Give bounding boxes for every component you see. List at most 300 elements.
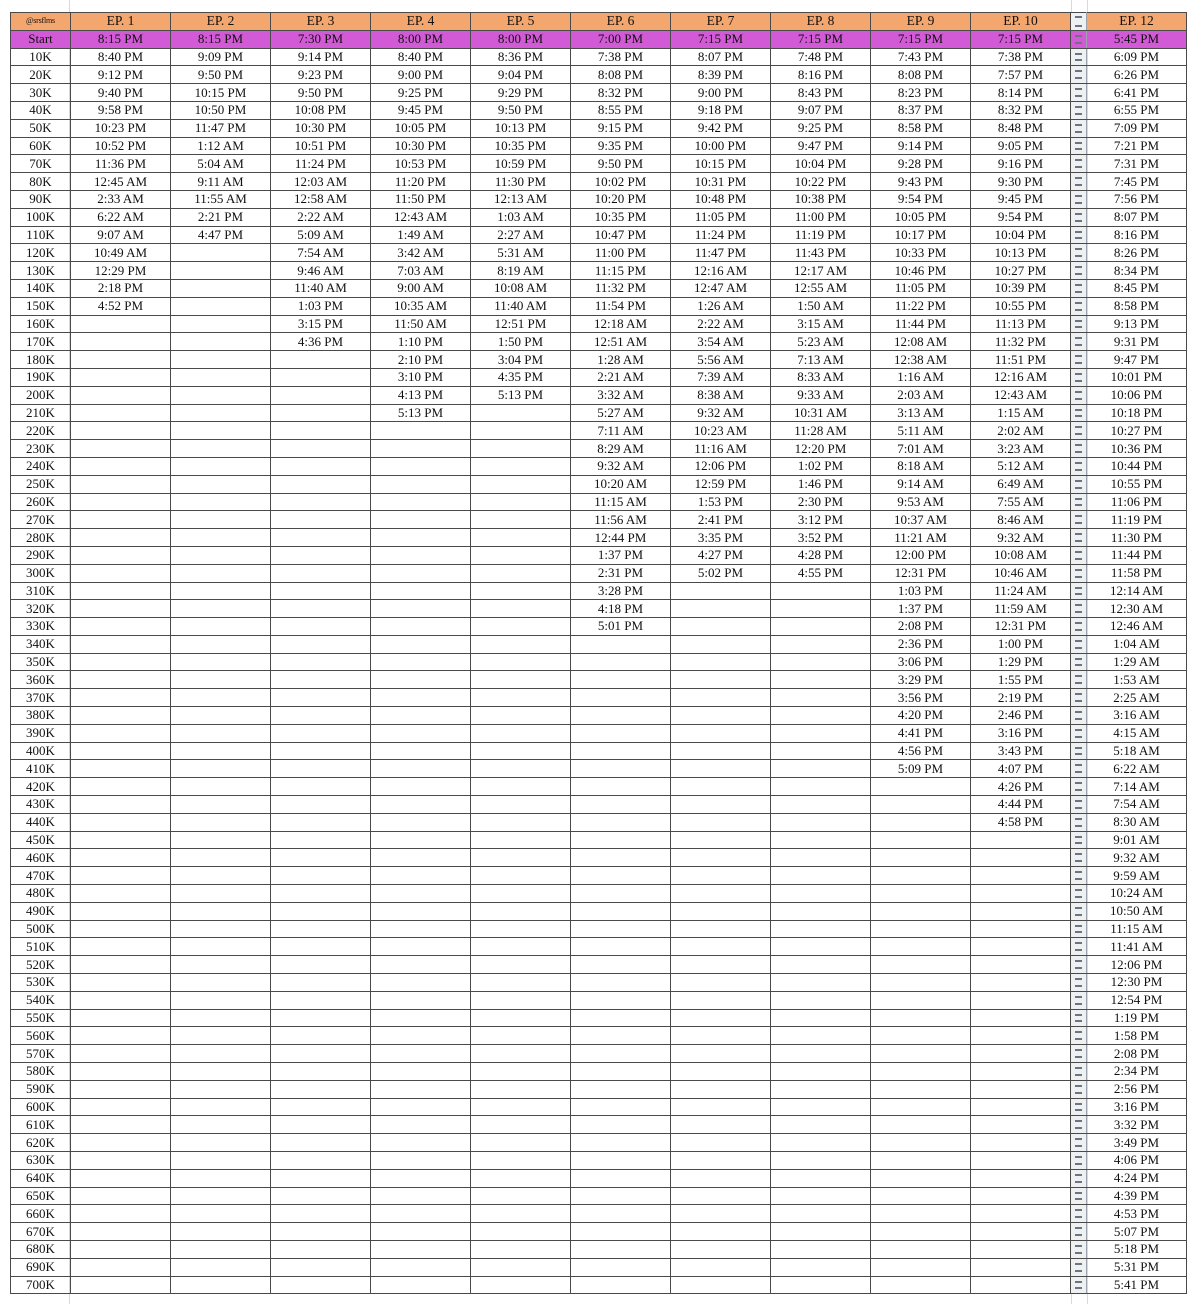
empty-cell[interactable] — [171, 707, 271, 725]
hidden-columns-handle[interactable] — [1071, 600, 1087, 618]
hidden-columns-handle[interactable] — [1071, 190, 1087, 208]
time-cell[interactable]: 10:35 AM — [371, 297, 471, 315]
empty-cell[interactable] — [171, 475, 271, 493]
time-cell[interactable]: 10:52 PM — [71, 137, 171, 155]
empty-cell[interactable] — [471, 600, 571, 618]
time-cell[interactable]: 1:46 PM — [771, 475, 871, 493]
time-cell[interactable]: 4:35 PM — [471, 368, 571, 386]
time-cell[interactable]: 11:19 PM — [771, 226, 871, 244]
time-cell[interactable]: 9:35 PM — [571, 137, 671, 155]
time-cell[interactable]: 8:34 PM — [1087, 262, 1187, 280]
time-cell[interactable]: 7:54 AM — [1087, 796, 1187, 814]
hidden-columns-handle[interactable] — [1071, 974, 1087, 992]
empty-cell[interactable] — [971, 849, 1071, 867]
hidden-columns-handle[interactable] — [1071, 653, 1087, 671]
empty-cell[interactable] — [871, 867, 971, 885]
milestone-label-cell[interactable]: 560K — [11, 1027, 71, 1045]
milestone-label-cell[interactable]: 270K — [11, 511, 71, 529]
milestone-label-cell[interactable]: 10K — [11, 48, 71, 66]
empty-cell[interactable] — [771, 1187, 871, 1205]
time-cell[interactable]: 8:08 PM — [871, 66, 971, 84]
milestone-label-cell[interactable]: 600K — [11, 1098, 71, 1116]
empty-cell[interactable] — [171, 1240, 271, 1258]
empty-cell[interactable] — [171, 457, 271, 475]
empty-cell[interactable] — [371, 493, 471, 511]
empty-cell[interactable] — [571, 1152, 671, 1170]
time-cell[interactable]: 10:44 PM — [1087, 457, 1187, 475]
empty-cell[interactable] — [871, 1098, 971, 1116]
time-cell[interactable]: 8:38 AM — [671, 386, 771, 404]
empty-cell[interactable] — [871, 885, 971, 903]
empty-cell[interactable] — [971, 1063, 1071, 1081]
time-cell[interactable]: 10:08 AM — [471, 279, 571, 297]
empty-cell[interactable] — [271, 991, 371, 1009]
empty-cell[interactable] — [171, 885, 271, 903]
milestone-label-cell[interactable]: 630K — [11, 1152, 71, 1170]
time-cell[interactable]: 11:16 AM — [671, 440, 771, 458]
time-cell[interactable]: 9:54 PM — [871, 190, 971, 208]
time-cell[interactable]: 6:22 AM — [1087, 760, 1187, 778]
empty-cell[interactable] — [271, 1116, 371, 1134]
time-cell[interactable]: 4:53 PM — [1087, 1205, 1187, 1223]
empty-cell[interactable] — [171, 1116, 271, 1134]
time-cell[interactable]: 3:42 AM — [371, 244, 471, 262]
time-cell[interactable]: 12:55 AM — [771, 279, 871, 297]
empty-cell[interactable] — [671, 1116, 771, 1134]
empty-cell[interactable] — [371, 938, 471, 956]
time-cell[interactable]: 11:15 AM — [571, 493, 671, 511]
empty-cell[interactable] — [871, 1169, 971, 1187]
empty-cell[interactable] — [871, 813, 971, 831]
empty-cell[interactable] — [271, 386, 371, 404]
time-cell[interactable]: 8:26 PM — [1087, 244, 1187, 262]
empty-cell[interactable] — [971, 920, 1071, 938]
empty-cell[interactable] — [571, 1240, 671, 1258]
time-cell[interactable]: 10:27 PM — [971, 262, 1071, 280]
time-cell[interactable]: 1:03 PM — [871, 582, 971, 600]
time-cell[interactable]: 4:15 AM — [1087, 724, 1187, 742]
milestone-label-cell[interactable]: 420K — [11, 778, 71, 796]
empty-cell[interactable] — [971, 1187, 1071, 1205]
empty-cell[interactable] — [571, 796, 671, 814]
milestone-label-cell[interactable]: 30K — [11, 84, 71, 102]
empty-cell[interactable] — [71, 938, 171, 956]
hidden-columns-handle[interactable] — [1071, 137, 1087, 155]
milestone-label-cell[interactable]: 520K — [11, 956, 71, 974]
hidden-columns-handle[interactable] — [1071, 262, 1087, 280]
time-cell[interactable]: 1:50 PM — [471, 333, 571, 351]
empty-cell[interactable] — [571, 1258, 671, 1276]
time-cell[interactable]: 12:46 AM — [1087, 618, 1187, 636]
empty-cell[interactable] — [371, 991, 471, 1009]
empty-cell[interactable] — [671, 707, 771, 725]
empty-cell[interactable] — [171, 1187, 271, 1205]
empty-cell[interactable] — [571, 653, 671, 671]
milestone-label-cell[interactable]: 170K — [11, 333, 71, 351]
time-cell[interactable]: 11:59 AM — [971, 600, 1071, 618]
time-cell[interactable]: 4:39 PM — [1087, 1187, 1187, 1205]
time-cell[interactable]: 12:06 PM — [1087, 956, 1187, 974]
time-cell[interactable]: 12:17 AM — [771, 262, 871, 280]
empty-cell[interactable] — [671, 991, 771, 1009]
empty-cell[interactable] — [371, 778, 471, 796]
empty-cell[interactable] — [671, 902, 771, 920]
empty-cell[interactable] — [771, 618, 871, 636]
empty-cell[interactable] — [671, 653, 771, 671]
empty-cell[interactable] — [871, 1223, 971, 1241]
empty-cell[interactable] — [171, 440, 271, 458]
empty-cell[interactable] — [171, 1205, 271, 1223]
empty-cell[interactable] — [171, 368, 271, 386]
time-cell[interactable]: 9:05 PM — [971, 137, 1071, 155]
empty-cell[interactable] — [471, 1045, 571, 1063]
time-cell[interactable]: 7:14 AM — [1087, 778, 1187, 796]
time-cell[interactable]: 7:38 PM — [971, 48, 1071, 66]
milestone-label-cell[interactable]: 700K — [11, 1276, 71, 1294]
empty-cell[interactable] — [571, 724, 671, 742]
start-time-cell[interactable]: 8:15 PM — [171, 30, 271, 48]
time-cell[interactable]: 11:24 PM — [671, 226, 771, 244]
hidden-columns-handle[interactable] — [1071, 1063, 1087, 1081]
empty-cell[interactable] — [171, 991, 271, 1009]
empty-cell[interactable] — [371, 564, 471, 582]
empty-cell[interactable] — [471, 1027, 571, 1045]
empty-cell[interactable] — [171, 635, 271, 653]
milestone-label-cell[interactable]: 620K — [11, 1134, 71, 1152]
empty-cell[interactable] — [371, 742, 471, 760]
empty-cell[interactable] — [271, 938, 371, 956]
time-cell[interactable]: 5:02 PM — [671, 564, 771, 582]
empty-cell[interactable] — [71, 974, 171, 992]
empty-cell[interactable] — [271, 671, 371, 689]
milestone-label-cell[interactable]: 450K — [11, 831, 71, 849]
time-cell[interactable]: 1:29 PM — [971, 653, 1071, 671]
time-cell[interactable]: 8:14 PM — [971, 84, 1071, 102]
time-cell[interactable]: 1:16 AM — [871, 368, 971, 386]
empty-cell[interactable] — [671, 1080, 771, 1098]
time-cell[interactable]: 8:39 PM — [671, 66, 771, 84]
time-cell[interactable]: 11:00 PM — [571, 244, 671, 262]
time-cell[interactable]: 2:56 PM — [1087, 1080, 1187, 1098]
empty-cell[interactable] — [71, 1134, 171, 1152]
episode-header-cell[interactable]: EP. 6 — [571, 13, 671, 31]
time-cell[interactable]: 8:58 PM — [871, 119, 971, 137]
hidden-columns-handle[interactable] — [1071, 1080, 1087, 1098]
empty-cell[interactable] — [571, 885, 671, 903]
hidden-columns-handle[interactable] — [1071, 902, 1087, 920]
hidden-columns-handle[interactable] — [1071, 742, 1087, 760]
time-cell[interactable]: 11:22 PM — [871, 297, 971, 315]
empty-cell[interactable] — [571, 1009, 671, 1027]
empty-cell[interactable] — [571, 1027, 671, 1045]
time-cell[interactable]: 5:31 AM — [471, 244, 571, 262]
empty-cell[interactable] — [771, 1205, 871, 1223]
time-cell[interactable]: 7:57 PM — [971, 66, 1071, 84]
milestone-label-cell[interactable]: 680K — [11, 1240, 71, 1258]
time-cell[interactable]: 7:03 AM — [371, 262, 471, 280]
time-cell[interactable]: 6:41 PM — [1087, 84, 1187, 102]
empty-cell[interactable] — [671, 1027, 771, 1045]
time-cell[interactable]: 1:28 AM — [571, 351, 671, 369]
empty-cell[interactable] — [671, 635, 771, 653]
empty-cell[interactable] — [271, 457, 371, 475]
time-cell[interactable]: 11:50 PM — [371, 190, 471, 208]
empty-cell[interactable] — [371, 422, 471, 440]
hidden-columns-handle[interactable] — [1071, 671, 1087, 689]
time-cell[interactable]: 11:13 PM — [971, 315, 1071, 333]
empty-cell[interactable] — [471, 422, 571, 440]
time-cell[interactable]: 11:32 PM — [571, 279, 671, 297]
time-cell[interactable]: 1:26 AM — [671, 297, 771, 315]
empty-cell[interactable] — [771, 1080, 871, 1098]
milestone-label-cell[interactable]: 640K — [11, 1169, 71, 1187]
empty-cell[interactable] — [171, 1276, 271, 1294]
time-cell[interactable]: 12:43 AM — [371, 208, 471, 226]
empty-cell[interactable] — [471, 974, 571, 992]
time-cell[interactable]: 8:48 PM — [971, 119, 1071, 137]
time-cell[interactable]: 11:44 PM — [1087, 546, 1187, 564]
time-cell[interactable]: 11:55 AM — [171, 190, 271, 208]
empty-cell[interactable] — [471, 1009, 571, 1027]
time-cell[interactable]: 10:55 PM — [971, 297, 1071, 315]
empty-cell[interactable] — [471, 831, 571, 849]
empty-cell[interactable] — [371, 1205, 471, 1223]
milestone-label-cell[interactable]: 210K — [11, 404, 71, 422]
empty-cell[interactable] — [171, 297, 271, 315]
empty-cell[interactable] — [371, 1258, 471, 1276]
empty-cell[interactable] — [571, 689, 671, 707]
time-cell[interactable]: 11:47 PM — [671, 244, 771, 262]
time-cell[interactable]: 11:00 PM — [771, 208, 871, 226]
hidden-columns-handle[interactable] — [1071, 707, 1087, 725]
time-cell[interactable]: 10:13 PM — [971, 244, 1071, 262]
empty-cell[interactable] — [671, 1063, 771, 1081]
time-cell[interactable]: 10:30 PM — [371, 137, 471, 155]
empty-cell[interactable] — [571, 1276, 671, 1294]
time-cell[interactable]: 1:58 PM — [1087, 1027, 1187, 1045]
empty-cell[interactable] — [71, 635, 171, 653]
time-cell[interactable]: 10:47 PM — [571, 226, 671, 244]
time-cell[interactable]: 3:13 AM — [871, 404, 971, 422]
empty-cell[interactable] — [171, 333, 271, 351]
episode-header-cell[interactable]: EP. 9 — [871, 13, 971, 31]
hidden-columns-handle[interactable] — [1071, 813, 1087, 831]
time-cell[interactable]: 11:05 PM — [671, 208, 771, 226]
empty-cell[interactable] — [571, 831, 671, 849]
milestone-label-cell[interactable]: 220K — [11, 422, 71, 440]
time-cell[interactable]: 9:12 PM — [71, 66, 171, 84]
time-cell[interactable]: 12:16 AM — [671, 262, 771, 280]
time-cell[interactable]: 2:34 PM — [1087, 1063, 1187, 1081]
start-time-cell[interactable]: 8:00 PM — [371, 30, 471, 48]
time-cell[interactable]: 9:23 PM — [271, 66, 371, 84]
milestone-label-cell[interactable]: 50K — [11, 119, 71, 137]
empty-cell[interactable] — [271, 368, 371, 386]
empty-cell[interactable] — [271, 1009, 371, 1027]
empty-cell[interactable] — [971, 1027, 1071, 1045]
empty-cell[interactable] — [71, 867, 171, 885]
time-cell[interactable]: 4:52 PM — [71, 297, 171, 315]
empty-cell[interactable] — [471, 991, 571, 1009]
time-cell[interactable]: 2:03 AM — [871, 386, 971, 404]
empty-cell[interactable] — [271, 1152, 371, 1170]
hidden-columns-handle[interactable] — [1071, 1009, 1087, 1027]
empty-cell[interactable] — [671, 885, 771, 903]
empty-cell[interactable] — [71, 351, 171, 369]
empty-cell[interactable] — [71, 315, 171, 333]
time-cell[interactable]: 5:56 AM — [671, 351, 771, 369]
empty-cell[interactable] — [971, 1152, 1071, 1170]
empty-cell[interactable] — [271, 1187, 371, 1205]
time-cell[interactable]: 3:16 PM — [971, 724, 1071, 742]
time-cell[interactable]: 9:00 PM — [671, 84, 771, 102]
time-cell[interactable]: 3:43 PM — [971, 742, 1071, 760]
time-cell[interactable]: 12:03 AM — [271, 173, 371, 191]
empty-cell[interactable] — [371, 707, 471, 725]
time-cell[interactable]: 9:47 PM — [1087, 351, 1187, 369]
empty-cell[interactable] — [471, 564, 571, 582]
time-cell[interactable]: 1:53 PM — [671, 493, 771, 511]
empty-cell[interactable] — [71, 653, 171, 671]
time-cell[interactable]: 4:20 PM — [871, 707, 971, 725]
time-cell[interactable]: 12:45 AM — [71, 173, 171, 191]
empty-cell[interactable] — [871, 1063, 971, 1081]
time-cell[interactable]: 4:06 PM — [1087, 1152, 1187, 1170]
empty-cell[interactable] — [771, 582, 871, 600]
empty-cell[interactable] — [671, 1240, 771, 1258]
time-cell[interactable]: 3:15 PM — [271, 315, 371, 333]
hidden-columns-handle[interactable] — [1071, 1152, 1087, 1170]
milestone-label-cell[interactable]: 490K — [11, 902, 71, 920]
episode-header-cell[interactable]: EP. 3 — [271, 13, 371, 31]
empty-cell[interactable] — [471, 938, 571, 956]
empty-cell[interactable] — [71, 404, 171, 422]
time-cell[interactable]: 10:51 PM — [271, 137, 371, 155]
milestone-label-cell[interactable]: 510K — [11, 938, 71, 956]
time-cell[interactable]: 1:12 AM — [171, 137, 271, 155]
time-cell[interactable]: 9:46 AM — [271, 262, 371, 280]
empty-cell[interactable] — [971, 1116, 1071, 1134]
empty-cell[interactable] — [571, 938, 671, 956]
empty-cell[interactable] — [171, 760, 271, 778]
empty-cell[interactable] — [71, 564, 171, 582]
empty-cell[interactable] — [271, 885, 371, 903]
milestone-label-cell[interactable]: 320K — [11, 600, 71, 618]
empty-cell[interactable] — [871, 1258, 971, 1276]
empty-cell[interactable] — [271, 564, 371, 582]
empty-cell[interactable] — [171, 1134, 271, 1152]
milestone-label-cell[interactable]: 550K — [11, 1009, 71, 1027]
time-cell[interactable]: 2:08 PM — [1087, 1045, 1187, 1063]
empty-cell[interactable] — [371, 635, 471, 653]
empty-cell[interactable] — [71, 1169, 171, 1187]
empty-cell[interactable] — [71, 1080, 171, 1098]
hidden-columns-handle[interactable] — [1071, 404, 1087, 422]
empty-cell[interactable] — [371, 1009, 471, 1027]
hidden-columns-handle[interactable] — [1071, 831, 1087, 849]
hidden-columns-handle[interactable] — [1071, 48, 1087, 66]
hidden-columns-handle[interactable] — [1071, 724, 1087, 742]
empty-cell[interactable] — [371, 1063, 471, 1081]
time-cell[interactable]: 12:51 AM — [571, 333, 671, 351]
empty-cell[interactable] — [371, 1187, 471, 1205]
milestone-label-cell[interactable]: 540K — [11, 991, 71, 1009]
milestone-label-cell[interactable]: 190K — [11, 368, 71, 386]
time-cell[interactable]: 4:07 PM — [971, 760, 1071, 778]
empty-cell[interactable] — [271, 475, 371, 493]
hidden-columns-handle[interactable] — [1071, 226, 1087, 244]
hidden-columns-handle[interactable] — [1071, 1223, 1087, 1241]
milestone-label-cell[interactable]: 250K — [11, 475, 71, 493]
empty-cell[interactable] — [471, 671, 571, 689]
empty-cell[interactable] — [771, 831, 871, 849]
empty-cell[interactable] — [971, 1276, 1071, 1294]
empty-cell[interactable] — [771, 1134, 871, 1152]
empty-cell[interactable] — [271, 902, 371, 920]
empty-cell[interactable] — [771, 724, 871, 742]
milestone-label-cell[interactable]: 130K — [11, 262, 71, 280]
time-cell[interactable]: 12:20 PM — [771, 440, 871, 458]
time-cell[interactable]: 12:30 PM — [1087, 974, 1187, 992]
time-cell[interactable]: 10:31 PM — [671, 173, 771, 191]
empty-cell[interactable] — [371, 920, 471, 938]
time-cell[interactable]: 11:41 AM — [1087, 938, 1187, 956]
empty-cell[interactable] — [371, 1116, 471, 1134]
empty-cell[interactable] — [671, 831, 771, 849]
time-cell[interactable]: 10:23 PM — [71, 119, 171, 137]
time-cell[interactable]: 8:46 AM — [971, 511, 1071, 529]
time-cell[interactable]: 12:47 AM — [671, 279, 771, 297]
hidden-columns-handle[interactable] — [1071, 422, 1087, 440]
time-cell[interactable]: 12:44 PM — [571, 529, 671, 547]
time-cell[interactable]: 11:32 PM — [971, 333, 1071, 351]
time-cell[interactable]: 9:07 PM — [771, 101, 871, 119]
hidden-columns-handle[interactable] — [1071, 1187, 1087, 1205]
hidden-columns-handle[interactable] — [1071, 1098, 1087, 1116]
hidden-columns-handle[interactable] — [1071, 564, 1087, 582]
empty-cell[interactable] — [171, 689, 271, 707]
time-cell[interactable]: 3:52 PM — [771, 529, 871, 547]
empty-cell[interactable] — [371, 1276, 471, 1294]
time-cell[interactable]: 10:50 AM — [1087, 902, 1187, 920]
empty-cell[interactable] — [71, 778, 171, 796]
hidden-columns-handle[interactable] — [1071, 618, 1087, 636]
empty-cell[interactable] — [71, 1063, 171, 1081]
empty-cell[interactable] — [271, 1134, 371, 1152]
hidden-columns-handle[interactable] — [1071, 1205, 1087, 1223]
empty-cell[interactable] — [71, 1187, 171, 1205]
empty-cell[interactable] — [71, 1276, 171, 1294]
empty-cell[interactable] — [71, 796, 171, 814]
empty-cell[interactable] — [171, 1169, 271, 1187]
empty-cell[interactable] — [971, 885, 1071, 903]
milestone-label-cell[interactable]: 180K — [11, 351, 71, 369]
empty-cell[interactable] — [271, 1276, 371, 1294]
empty-cell[interactable] — [471, 1187, 571, 1205]
empty-cell[interactable] — [371, 689, 471, 707]
empty-cell[interactable] — [371, 457, 471, 475]
empty-cell[interactable] — [71, 920, 171, 938]
time-cell[interactable]: 8:19 AM — [471, 262, 571, 280]
empty-cell[interactable] — [271, 689, 371, 707]
empty-cell[interactable] — [71, 1045, 171, 1063]
empty-cell[interactable] — [271, 1045, 371, 1063]
empty-cell[interactable] — [671, 1276, 771, 1294]
time-cell[interactable]: 8:07 PM — [671, 48, 771, 66]
empty-cell[interactable] — [371, 796, 471, 814]
empty-cell[interactable] — [271, 546, 371, 564]
empty-cell[interactable] — [971, 902, 1071, 920]
